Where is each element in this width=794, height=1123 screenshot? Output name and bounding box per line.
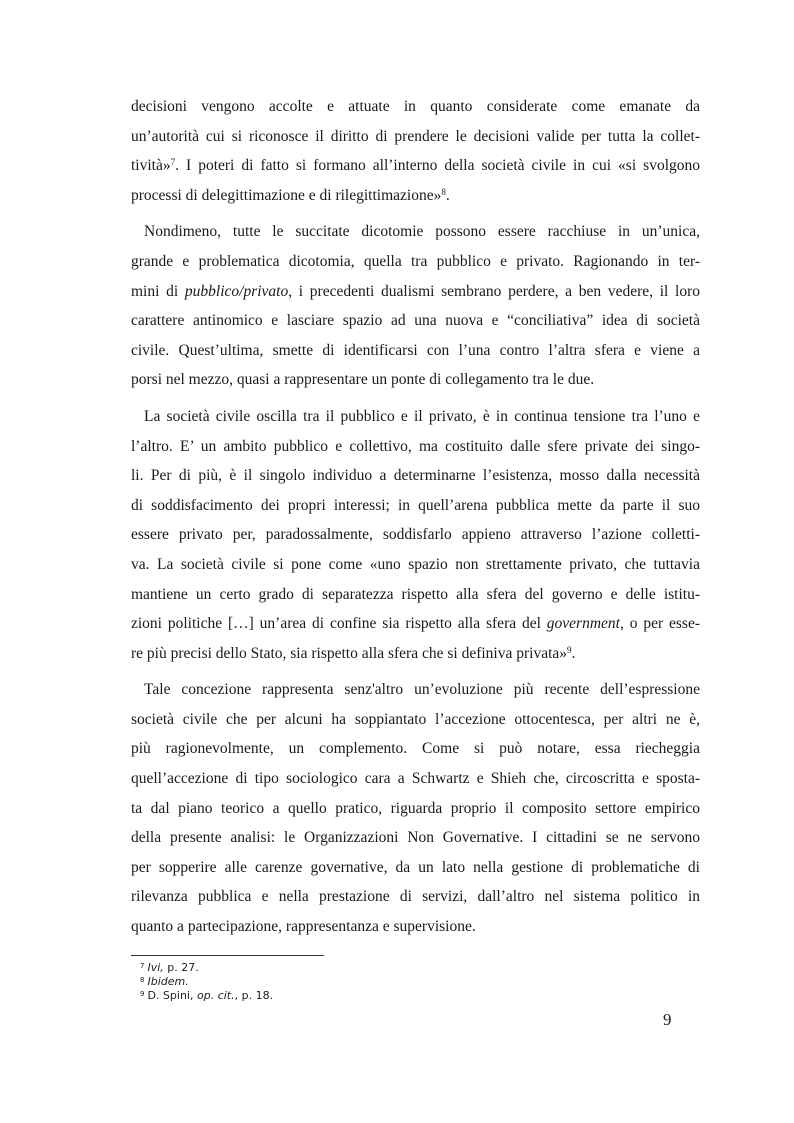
footnote-number: 8 bbox=[140, 976, 145, 984]
text-line bbox=[131, 122, 700, 152]
line-text: La società civile oscilla tra il pubblico e il privato, è in continua tensione tra l’uno e bbox=[144, 407, 700, 425]
text-line bbox=[131, 520, 700, 550]
footnote-italic-text: Ivi, bbox=[147, 961, 164, 974]
text-line bbox=[131, 794, 700, 824]
footnote bbox=[140, 975, 273, 989]
paragraph bbox=[131, 675, 700, 941]
footnote-reference: 8 bbox=[441, 186, 446, 197]
line-text: re più precisi dello Stato, sia rispetto alla sfera che si definiva privata» bbox=[131, 644, 568, 662]
text-line bbox=[131, 609, 700, 639]
text-line bbox=[131, 853, 700, 883]
line-text: li. Per di più, è il singolo individuo a determinarne l’esistenza, mosso dalla necessità bbox=[131, 467, 700, 485]
line-text: grande e problematica dicotomia, quella tra pubblico e privato. Ragionando in ter- bbox=[131, 252, 700, 270]
text-line bbox=[131, 675, 700, 705]
line-text: della presente analisi: le Organizzazioni Non Governative. I cittadini se ne servono bbox=[131, 829, 700, 847]
text-line bbox=[131, 432, 700, 462]
page-number: 9 bbox=[663, 1010, 672, 1029]
line-text: zioni politiche […] un’area di confine sia rispetto alla sfera del bbox=[131, 615, 547, 633]
line-text: carattere antinomico e lasciare spazio ad una nuova e “conciliativa” idea di società bbox=[131, 312, 700, 330]
line-text: o per esse- bbox=[623, 615, 700, 633]
footnote-italic-text: Ibidem. bbox=[147, 975, 189, 988]
text-line bbox=[131, 734, 700, 764]
paragraph-spacer bbox=[131, 395, 700, 402]
footnote-text: p. 27. bbox=[163, 961, 199, 974]
footnote bbox=[140, 989, 273, 1003]
line-text: di soddisfacimento dei propri interessi; in quell’arena pubblica mette da parte il suo bbox=[131, 496, 700, 514]
paragraph bbox=[131, 402, 700, 668]
line-text: mini di bbox=[131, 282, 185, 300]
footnote bbox=[140, 961, 273, 975]
footnote-reference: 9 bbox=[567, 644, 572, 655]
text-line bbox=[131, 306, 700, 336]
footnote-number: 9 bbox=[140, 990, 145, 998]
paragraph-spacer bbox=[131, 668, 700, 675]
line-text: porsi nel mezzo, quasi a rappresentare un ponte di collegamento tra le due. bbox=[131, 371, 595, 389]
text-line bbox=[131, 151, 700, 181]
footnote-number: 7 bbox=[140, 962, 145, 970]
footnote-italic-text: op. cit. bbox=[196, 989, 235, 1002]
line-text: per sopperire alle carenze governative, da un lato nella gestione di problematiche di bbox=[131, 858, 700, 876]
text-line bbox=[131, 402, 700, 432]
line-italic-text: government, bbox=[546, 615, 624, 633]
line-text: quanto a partecipazione, rappresentanza e supervisione. bbox=[131, 918, 476, 936]
text-line bbox=[131, 181, 700, 211]
text-line bbox=[131, 92, 700, 122]
text-line bbox=[131, 550, 700, 580]
line-text: decisioni vengono accolte e attuate in quanto considerate come emanate da bbox=[131, 98, 700, 115]
footnote-reference: 7 bbox=[170, 157, 176, 168]
line-text: va. La società civile si pone come «uno spazio non strettamente privato, che tuttavia bbox=[131, 555, 700, 573]
line-text: . bbox=[445, 186, 450, 204]
text-line bbox=[131, 277, 700, 307]
line-text: processi di delegittimazione e di rilegittimazione» bbox=[131, 186, 442, 204]
line-text: quell’accezione di tipo sociologico cara a Schwartz e Shieh che, circoscritta e sposta- bbox=[131, 770, 700, 788]
text-line bbox=[131, 882, 700, 912]
line-text: tività» bbox=[131, 157, 171, 175]
text-line bbox=[131, 580, 700, 610]
line-text: l’altro. E’ un ambito pubblico e collettivo, ma costituito dalle sfere private dei singo- bbox=[131, 437, 700, 455]
footnotes bbox=[140, 961, 273, 1003]
text-line bbox=[131, 336, 700, 366]
footnote-separator bbox=[131, 955, 324, 956]
line-text: essere privato per, paradossalmente, soddisfarlo appieno attraverso l’azione colletti- bbox=[131, 526, 700, 544]
footnote-text: , p. 18. bbox=[234, 989, 274, 1002]
paragraph-spacer bbox=[131, 210, 700, 217]
text-line bbox=[131, 247, 700, 277]
text-line bbox=[131, 912, 700, 942]
line-text: . I poteri di fatto si formano all’interno della società civile in cui «si svolgono bbox=[175, 157, 700, 175]
line-text: ta dal piano teorico a quello pratico, riguarda proprio il composito settore empirico bbox=[131, 799, 700, 817]
line-text: . bbox=[571, 644, 576, 662]
text-line bbox=[131, 705, 700, 735]
line-text: , i precedenti dualismi sembrano perdere, a ben vedere, il loro bbox=[288, 282, 700, 300]
body-text bbox=[131, 92, 700, 942]
text-line bbox=[131, 764, 700, 794]
line-text: più ragionevolmente, un complemento. Come si può notare, essa riecheggia bbox=[131, 740, 700, 758]
line-text: Tale concezione rappresenta senz'altro un’evoluzione più recente dell’espressione bbox=[144, 681, 700, 699]
line-italic-text: pubblico/privato bbox=[184, 282, 289, 300]
line-text: Nondimeno, tutte le succitate dicotomie possono essere racchiuse in un’unica, bbox=[144, 223, 700, 241]
text-line bbox=[131, 217, 700, 247]
text-line bbox=[131, 491, 700, 521]
paragraph bbox=[131, 217, 700, 395]
line-text: mantiene un certo grado di separatezza rispetto alla sfera del governo e delle istitu- bbox=[131, 585, 700, 603]
text-line bbox=[131, 365, 700, 395]
line-text: società civile che per alcuni ha soppiantato l’accezione ottocentesca, per altri ne è, bbox=[131, 710, 700, 728]
line-text: rilevanza pubblica e nella prestazione di servizi, dall’altro nel sistema politico in bbox=[131, 888, 700, 906]
line-text: un’autorità cui si riconosce il diritto di prendere le decisioni valide per tutta la collet- bbox=[131, 127, 700, 145]
text-line bbox=[131, 639, 700, 669]
footnote-text: D. Spini, bbox=[147, 989, 197, 1002]
text-line bbox=[131, 461, 700, 491]
paragraph bbox=[131, 92, 700, 210]
text-line bbox=[131, 823, 700, 853]
line-text: civile. Quest’ultima, smette di identificarsi con l’una contro l’altra sfera e viene a bbox=[131, 341, 700, 359]
